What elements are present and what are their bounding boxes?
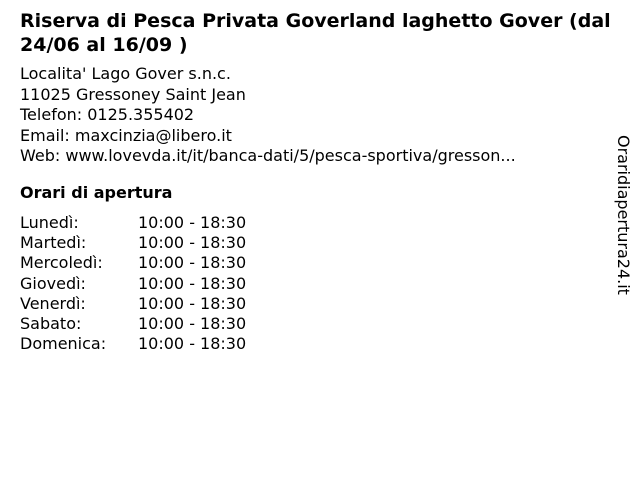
opening-hours-heading: Orari di apertura [20,183,173,202]
time-range: 10:00 - 18:30 [138,233,247,253]
day-label: Venerdì: [20,293,86,313]
hours-row-friday [20,294,246,314]
day-label: Martedì: [20,233,87,253]
day-label: Sabato: [20,314,82,334]
hours-row-saturday [20,314,246,334]
day-label: Mercoledì: [20,253,103,273]
day-label: Lunedì: [20,213,79,232]
email-address: Email: maxcinzia@libero.it [20,125,232,145]
site-watermark: Oraridiapertura24.it [614,135,633,295]
hours-row-tuesday [20,233,246,253]
time-range: 10:00 - 18:30 [138,334,247,354]
time-range: 10:00 - 18:30 [138,213,247,232]
website-url: Web: www.lovevda.it/it/banca-dati/5/pesca-sportiva/gresson... [20,146,516,165]
hours-row-wednesday [20,253,246,273]
hours-row-thursday [20,274,246,294]
page-title: Riserva di Pesca Privata Goverland laghetto Gover (dal 24/06 al 16/09 ) [20,10,611,56]
contact-info [20,64,600,167]
day-label: Domenica: [20,334,107,354]
hours-row-monday [20,213,246,233]
day-label: Giovedì: [20,273,86,293]
address-line-1: Localita' Lago Gover s.n.c. [20,64,231,83]
time-range: 10:00 - 18:30 [138,253,247,273]
opening-hours-table [20,213,246,354]
hours-row-sunday [20,334,246,354]
time-range: 10:00 - 18:30 [138,293,247,313]
address-line-2: 11025 Gressoney Saint Jean [20,84,246,104]
phone-number: Telefon: 0125.355402 [20,105,195,124]
time-range: 10:00 - 18:30 [138,314,247,334]
time-range: 10:00 - 18:30 [138,273,247,293]
